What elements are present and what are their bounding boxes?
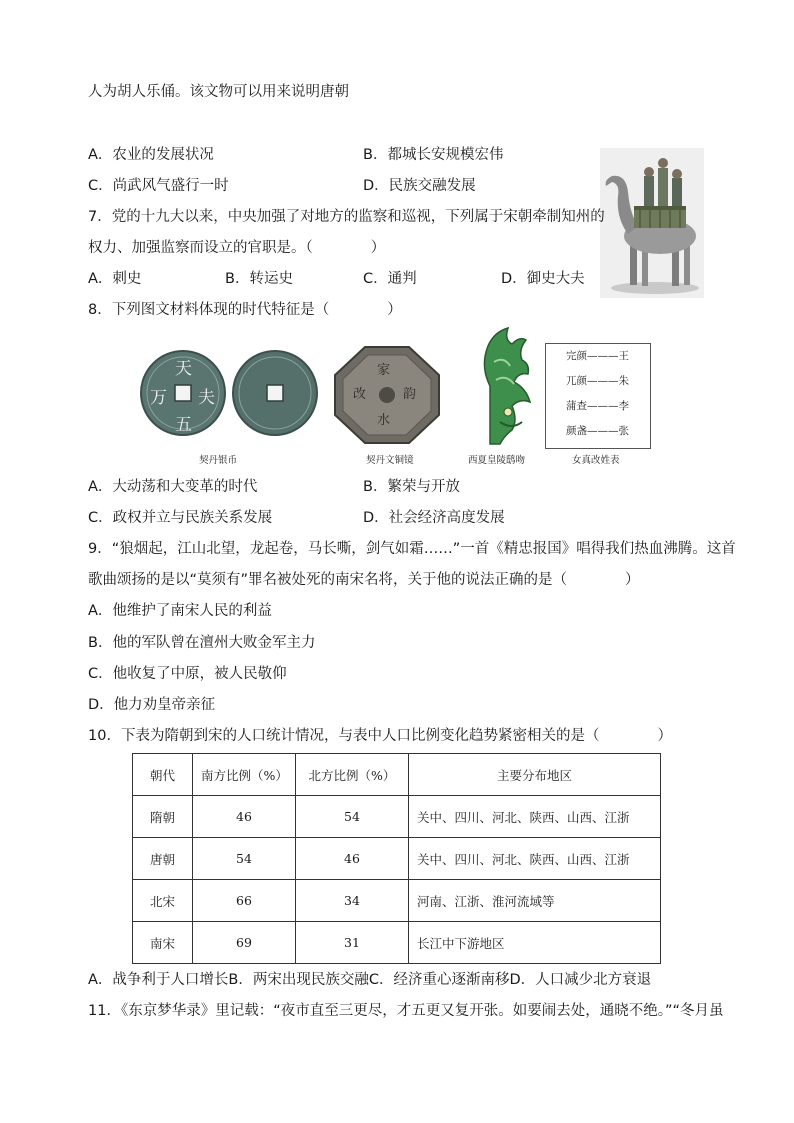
caption-western-xia: 西夏皇陵鸱吻 <box>468 455 526 466</box>
mirror-char-right: 韵 <box>403 387 417 402</box>
q8-option-b: B．繁荣与开放 <box>363 479 460 495</box>
q6-option-c: C．尚武风气盛行一时 <box>88 178 229 194</box>
surname-row: 完颜———王 <box>566 350 629 362</box>
table-row <box>133 922 661 964</box>
q11-stem-line1: 11．《东京梦华录》里记载：“夜市直至三更尽，才五更又复开张。如要闹去处，通晓不绝。”“冬月虽 <box>88 1003 724 1019</box>
cell-south: 69 <box>193 922 296 964</box>
caption-khitan-mirror: 契丹文铜镜 <box>366 455 414 466</box>
table-header-row <box>133 754 661 796</box>
q9-option-b: B．他的军队曾在澶州大败金军主力 <box>88 635 316 651</box>
surname-row: 蒲查———李 <box>566 400 629 412</box>
q9-stem-line2: 歌曲颂扬的是以“莫须有”罪名被处死的南宋名将，关于他的说法正确的是（ ） <box>88 572 640 588</box>
western-xia-chiwen-image <box>460 326 534 446</box>
cell-north: 34 <box>296 880 409 922</box>
camel-figurine-photo <box>600 148 704 298</box>
mirror-char-left: 改 <box>353 387 367 402</box>
cell-dynasty: 唐朝 <box>133 838 193 880</box>
q7-option-d: D．御史大夫 <box>501 271 585 287</box>
caption-jurchen-table: 女真改姓表 <box>572 455 620 466</box>
cell-dynasty: 南宋 <box>133 922 193 964</box>
coin-char-left: 万 <box>150 388 167 408</box>
header-south-ratio: 南方比例（%） <box>193 754 296 796</box>
cell-north: 54 <box>296 796 409 838</box>
cell-south: 66 <box>193 880 296 922</box>
cell-south: 54 <box>193 838 296 880</box>
q7-option-c: C．通判 <box>363 271 417 287</box>
cell-north: 46 <box>296 838 409 880</box>
caption-khitan-coin: 契丹银币 <box>199 455 238 466</box>
jurchen-surname-table <box>545 343 651 449</box>
cell-south: 46 <box>193 796 296 838</box>
q9-option-c: C．他收复了中原，被人民敬仰 <box>88 666 287 682</box>
khitan-mirror-image <box>333 345 441 445</box>
coin-char-right: 夫 <box>198 388 215 408</box>
cell-region: 长江中下游地区 <box>409 922 661 964</box>
q7-option-b: B．转运史 <box>225 271 293 287</box>
table-row <box>133 796 661 838</box>
q9-stem-line1: 9．“狼烟起，江山北望，龙起卷，马长嘶，剑气如霜……”一首《精忠报国》唱得我们热血沸腾。这首 <box>88 541 736 557</box>
q8-option-c: C．政权并立与民族关系发展 <box>88 510 273 526</box>
q10-options: A．战争利于人口增长B．两宋出现民族交融C．经济重心逐渐南移D．人口减少北方衰退 <box>88 972 652 988</box>
coin-char-top: 天 <box>175 359 192 379</box>
table-row <box>133 880 661 922</box>
header-north-ratio: 北方比例（%） <box>296 754 409 796</box>
mirror-char-top: 家 <box>377 363 391 378</box>
q7-stem-line1: 7．党的十九大以来，中央加强了对地方的监察和巡视，下列属于宋朝牵制知州的 <box>88 209 605 225</box>
surname-row: 颜盏———张 <box>566 425 629 437</box>
cell-dynasty: 隋朝 <box>133 796 193 838</box>
coin-char-bottom: 五 <box>175 415 192 435</box>
q7-stem-line2: 权力、加强监察而设立的官职是。（ ） <box>88 240 386 256</box>
q7-option-a: A．刺史 <box>88 271 142 287</box>
surname-row: 兀颜———朱 <box>566 375 629 387</box>
header-dynasty: 朝代 <box>133 754 193 796</box>
header-main-region: 主要分布地区 <box>409 754 661 796</box>
q6-option-a: A．农业的发展状况 <box>88 147 214 163</box>
q8-option-a: A．大动荡和大变革的时代 <box>88 479 258 495</box>
cell-north: 31 <box>296 922 409 964</box>
mirror-char-bottom: 水 <box>377 413 391 428</box>
cell-region: 河南、江浙、淮河流域等 <box>409 880 661 922</box>
population-table <box>132 753 661 964</box>
cell-region: 关中、四川、河北、陕西、山西、江浙 <box>409 796 661 838</box>
khitan-coins-image <box>140 343 320 443</box>
table-row <box>133 838 661 880</box>
q9-option-a: A．他维护了南宋人民的利益 <box>88 603 272 619</box>
q6-option-b: B．都城长安规模宏伟 <box>363 147 504 163</box>
cell-dynasty: 北宋 <box>133 880 193 922</box>
q6-stem-tail: 人为胡人乐俑。该文物可以用来说明唐朝 <box>88 84 349 100</box>
cell-region: 关中、四川、河北、陕西、山西、江浙 <box>409 838 661 880</box>
q8-option-d: D．社会经济高度发展 <box>363 510 505 526</box>
q8-stem: 8．下列图文材料体现的时代特征是（ ） <box>88 302 402 318</box>
q10-stem: 10．下表为隋朝到宋的人口统计情况，与表中人口比例变化趋势紧密相关的是（ ） <box>88 728 672 744</box>
q9-option-d: D．他力劝皇帝亲征 <box>88 697 216 713</box>
q6-option-d: D．民族交融发展 <box>363 178 476 194</box>
